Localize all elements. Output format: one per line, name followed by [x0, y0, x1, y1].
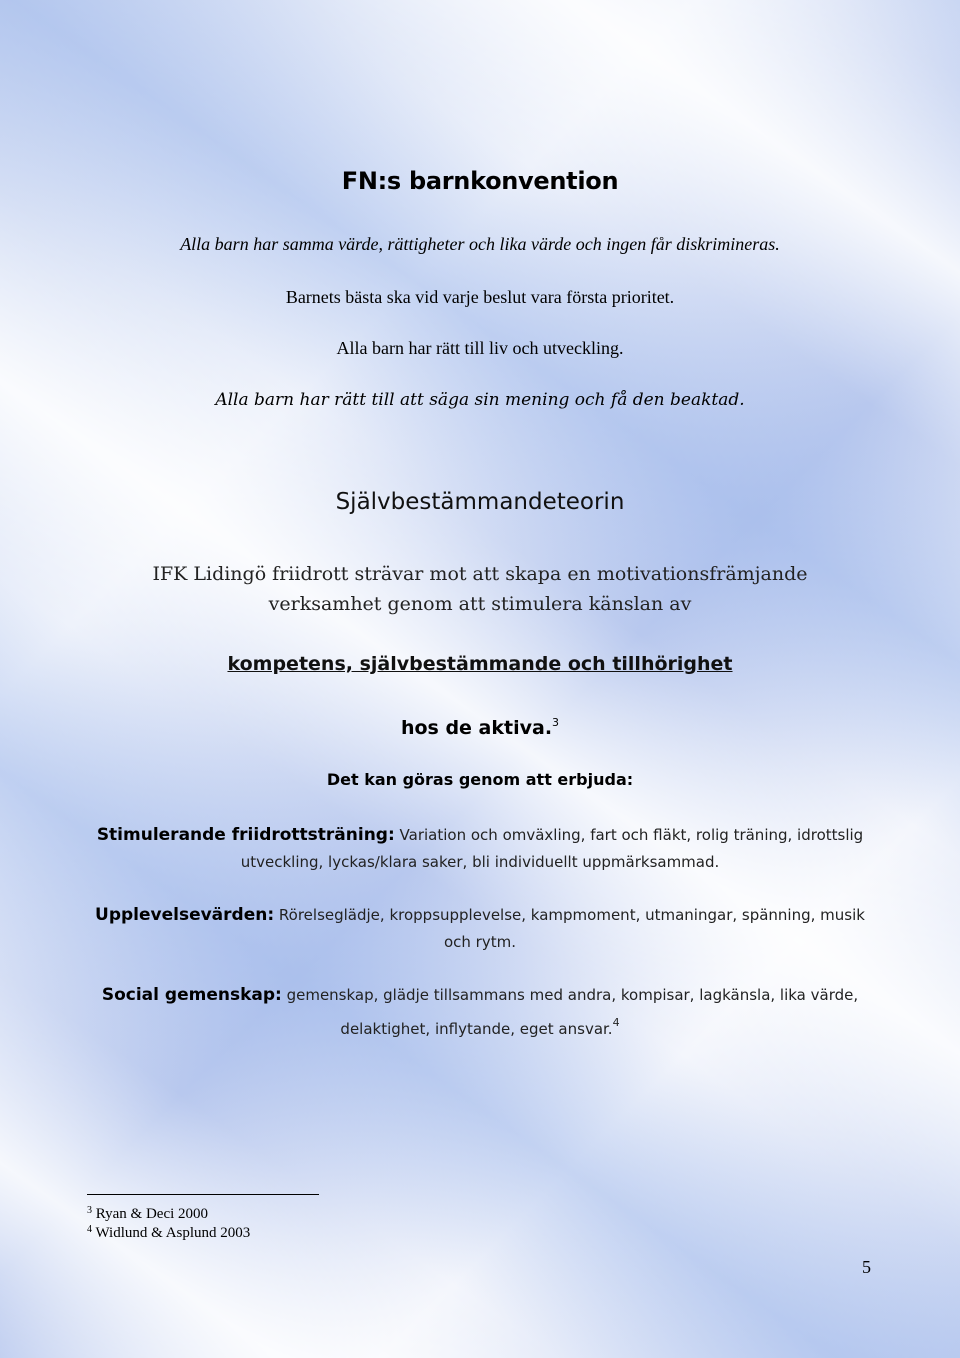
footnote-3 — [87, 1205, 208, 1223]
right-statement-4: Alla barn har rätt till att säga sin mening och få den beaktad. — [215, 390, 745, 410]
values-line: kompetens, självbestämmande och tillhörighet — [227, 653, 733, 675]
offer-item-label: Stimulerande friidrottsträning: — [96, 825, 395, 845]
right-statement-3: Alla barn har rätt till liv och utveckling. — [336, 338, 624, 358]
footnote-4 — [87, 1224, 250, 1242]
offer-item-experience — [80, 902, 880, 956]
right-statement-2: Barnets bästa ska vid varje beslut vara första prioritet. — [285, 287, 675, 307]
offer-item-text: gemenskap, glädje tillsammans med andra, kompisar, lagkänsla, lika värde, delaktighet, inflytande, eget ansvar. — [281, 986, 859, 1038]
offer-intro: Det kan göras genom att erbjuda: — [326, 770, 634, 789]
right-statement-1: Alla barn har samma värde, rättigheter och lika värde och ingen får diskrimineras. — [180, 234, 780, 254]
footnote-number: 4 — [87, 1224, 92, 1235]
offer-item-text: Rörelseglädje, kroppsupplevelse, kampmoment, utmaningar, spänning, musik och rytm. — [274, 906, 865, 951]
offer-item-training — [80, 822, 880, 876]
aktiva-line — [0, 716, 960, 739]
footnote-ref-3: 3 — [552, 716, 560, 729]
page-title: FN:s barnkonvention — [341, 167, 619, 195]
lead-line-2: verksamhet genom att stimulera känslan av — [268, 593, 692, 615]
page-number: 5 — [862, 1257, 871, 1277]
footnote-text: Ryan & Deci 2000 — [95, 1206, 209, 1222]
footnote-number: 3 — [87, 1205, 92, 1216]
lead-line-1: IFK Lidingö friidrott strävar mot att skapa en motivationsfrämjande — [152, 563, 808, 585]
footnote-separator — [87, 1194, 319, 1195]
aktiva-text: hos de aktiva. — [400, 717, 553, 739]
theory-heading: Självbestämmandeteorin — [335, 489, 625, 515]
footnote-text: Widlund & Asplund 2003 — [95, 1225, 251, 1241]
footnote-ref-4: 4 — [612, 1016, 620, 1029]
offer-item-label: Social gemenskap: — [101, 985, 282, 1005]
offer-item-label: Upplevelsevärden: — [95, 905, 275, 925]
offer-item-social — [80, 982, 880, 1043]
offer-item-text: Variation och omväxling, fart och fläkt, rolig träning, idrottslig utveckling, lyckas/klara saker, bli individuellt uppmärksammad. — [240, 826, 864, 871]
